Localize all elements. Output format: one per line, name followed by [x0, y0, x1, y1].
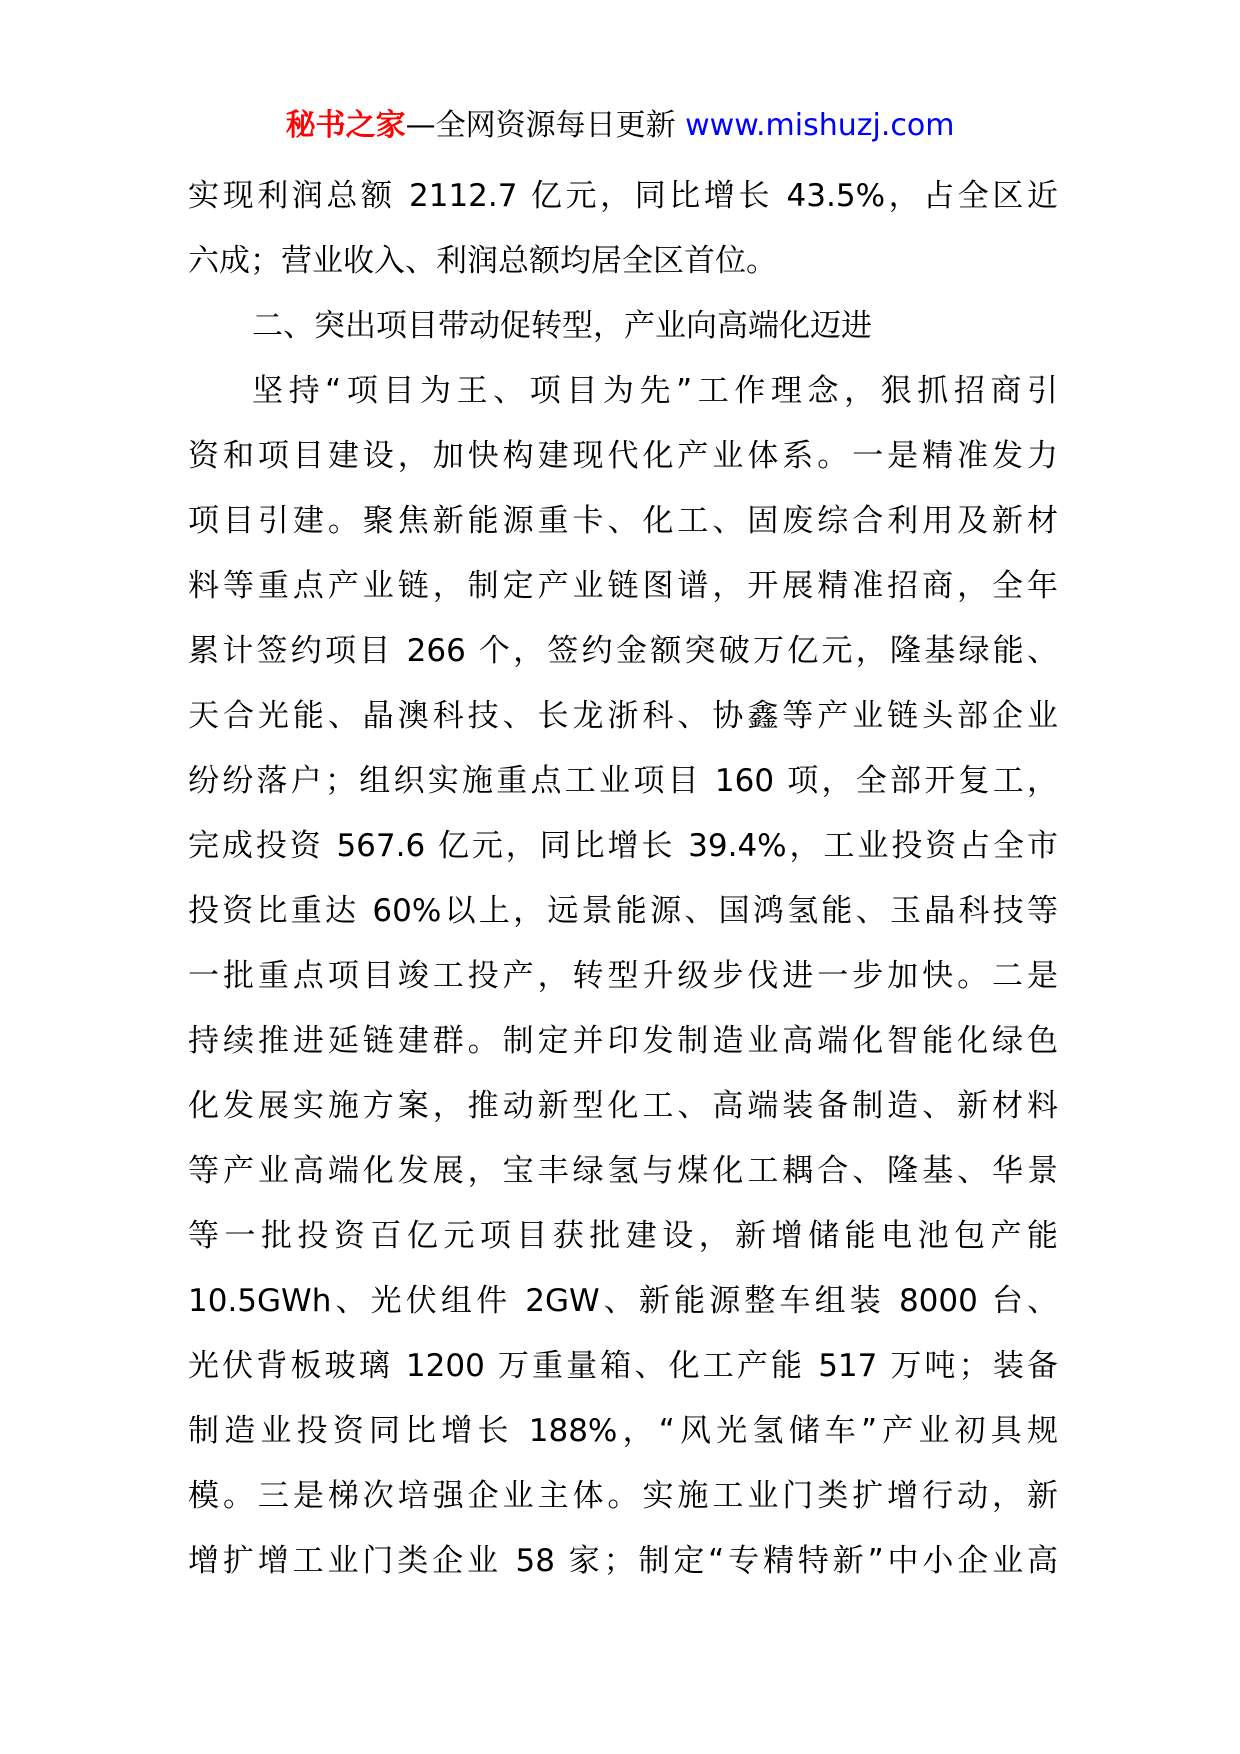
text-line: 项目引建。聚焦新能源重卡、化工、固废综合利用及新材	[188, 503, 1058, 539]
text-line: 六成；营业收入、利润总额均居全区首位。	[188, 243, 777, 279]
text-line: 10.5GWh、光伏组件 2GW、新能源整车组装 8000 台、	[188, 1283, 1058, 1319]
page-header	[0, 103, 1240, 149]
text-line: 等产业高端化发展，宝丰绿氢与煤化工耦合、隆基、华景	[188, 1153, 1058, 1189]
text-line: 光伏背板玻璃 1200 万重量箱、化工产能 517 万吨；装备	[188, 1348, 1058, 1384]
text-line: 等一批投资百亿元项目获批建设，新增储能电池包产能	[188, 1218, 1058, 1254]
section-heading: 二、突出项目带动促转型，产业向高端化迈进	[252, 308, 872, 344]
text-line: 实现利润总额 2112.7 亿元，同比增长 43.5%，占全区近	[188, 178, 1058, 214]
text-line: 模。三是梯次培强企业主体。实施工业门类扩增行动，新	[188, 1478, 1058, 1514]
document-body	[188, 164, 1058, 1594]
site-url-link[interactable]: www.mishuzj.com	[685, 108, 955, 143]
text-line: 制造业投资同比增长 188%，“风光氢储车”产业初具规	[188, 1413, 1058, 1449]
header-tagline: —全网资源每日更新	[405, 108, 686, 143]
text-line: 增扩增工业门类企业 58 家；制定“专精特新”中小企业高	[188, 1543, 1058, 1579]
text-line: 纷纷落户；组织实施重点工业项目 160 项，全部开复工，	[188, 763, 1058, 799]
brand-name: 秘书之家	[285, 108, 406, 143]
text-line: 完成投资 567.6 亿元，同比增长 39.4%，工业投资占全市	[188, 828, 1058, 864]
text-line: 料等重点产业链，制定产业链图谱，开展精准招商，全年	[188, 568, 1058, 604]
text-line: 累计签约项目 266 个，签约金额突破万亿元，隆基绿能、	[188, 633, 1058, 669]
text-line: 坚持“项目为王、项目为先”工作理念，狠抓招商引	[252, 373, 1058, 409]
text-line: 一批重点项目竣工投产，转型升级步伐进一步加快。二是	[188, 958, 1058, 994]
text-line: 天合光能、晶澳科技、长龙浙科、协鑫等产业链头部企业	[188, 698, 1058, 734]
text-line: 资和项目建设，加快构建现代化产业体系。一是精准发力	[188, 438, 1058, 474]
text-line: 投资比重达 60%以上，远景能源、国鸿氢能、玉晶科技等	[188, 893, 1058, 929]
text-line: 化发展实施方案，推动新型化工、高端装备制造、新材料	[188, 1088, 1058, 1124]
text-line: 持续推进延链建群。制定并印发制造业高端化智能化绿色	[188, 1023, 1058, 1059]
